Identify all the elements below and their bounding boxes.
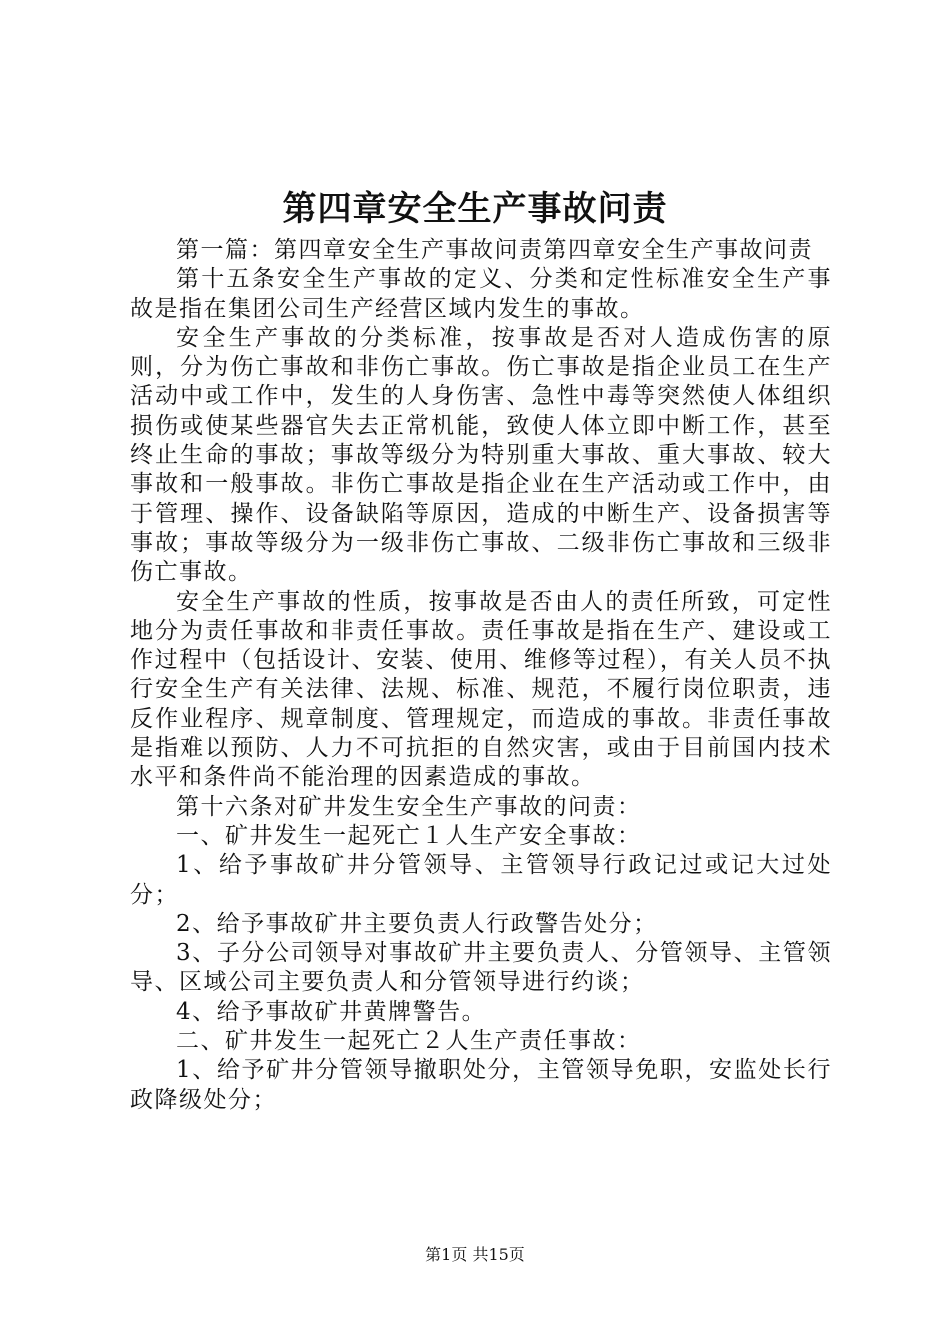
paragraph: 安全生产事故的分类标准，按事故是否对人造成伤害的原则，分为伤亡事故和非伤亡事故。伤亡事故是指企业员工在生产活动中或工作中，发生的人身伤害、急性中毒等突然使人体组织损伤或使某些器官失去正常机能，致使人体立即中断工作，甚至终止生命的事故；事故等级分为特别重大事故、重大事故、较大事故和一般事故。非伤亡事故是指企业在生产活动或工作中，由于管理、操作、设备缺陷等原因，造成的中断生产、设备损害等事故；事故等级分为一级非伤亡事故、二级非伤亡事故和三级非伤亡事故。 (130, 324, 832, 586)
paragraph: 二、矿井发生一起死亡２人生产责任事故： (176, 1028, 642, 1055)
document-title: 第四章安全生产事故问责 (282, 189, 668, 229)
paragraph: 第十六条对矿井发生安全生产事故的问责： (176, 793, 642, 820)
paragraph: 安全生产事故的性质，按事故是否由人的责任所致，可定性地分为责任事故和非责任事故。责任事故是指在生产、建设或工作过程中（包括设计、安装、使用、维修等过程），有关人员不执行安全生产有关法律、法规、标准、规范，不履行岗位职责，违反作业程序、规章制度、管理规定，而造成的事故。非责任事故是指难以预防、人力不可抗拒的自然灾害，或由于目前国内技术水平和条件尚不能治理的因素造成的事故。 (130, 588, 832, 791)
paragraph: 1、给予事故矿井分管领导、主管领导行政记过或记大过处分； (130, 852, 832, 908)
paragraph: 3、子分公司领导对事故矿井主要负责人、分管领导、主管领导、区域公司主要负责人和分管领导进行约谈； (130, 940, 832, 996)
document-body (130, 236, 832, 1115)
page-footer: 第1页 共15页 (425, 1245, 525, 1264)
paragraph: 第十五条安全生产事故的定义、分类和定性标准安全生产事故是指在集团公司生产经营区域内发生的事故。 (130, 266, 832, 322)
paragraph: 1、给予矿井分管领导撤职处分，主管领导免职，安监处长行政降级处分； (130, 1057, 832, 1113)
paragraph: 4、给予事故矿井黄牌警告。 (176, 998, 487, 1025)
paragraph: 第一篇：第四章安全生产事故问责第四章安全生产事故问责 (176, 237, 813, 263)
paragraph: 一、矿井发生一起死亡１人生产安全事故： (176, 822, 642, 849)
paragraph: 2、给予事故矿井主要负责人行政警告处分； (176, 910, 658, 937)
